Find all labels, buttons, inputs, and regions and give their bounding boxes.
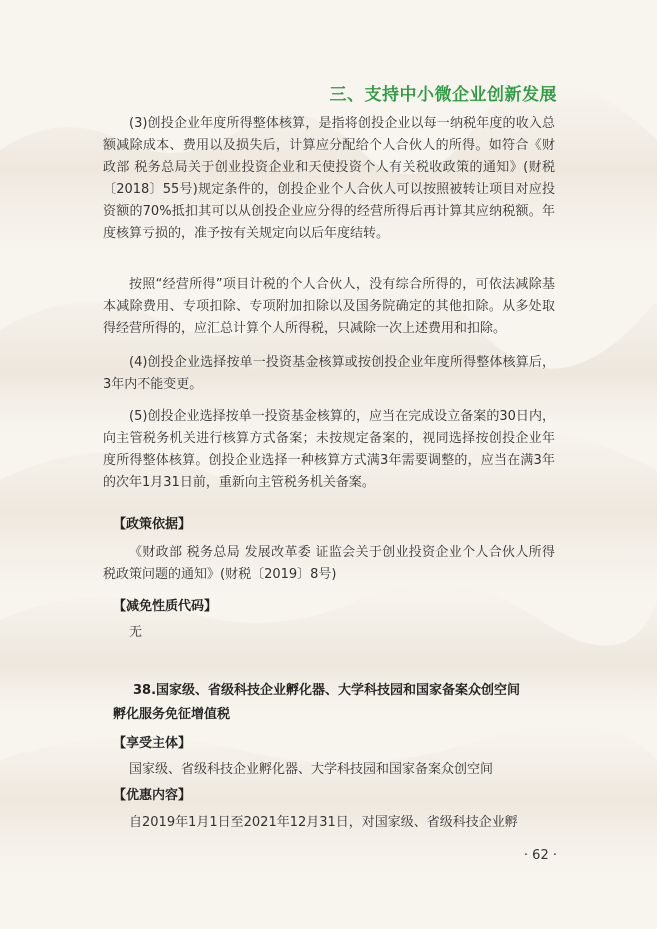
beneficiary-heading: 【享受主体】 xyxy=(113,736,192,751)
item-38-title xyxy=(113,679,563,727)
policy-basis-heading: 【政策依据】 xyxy=(113,517,192,532)
benefit-text: 自2019年1月1日至2021年12月31日，对国家级、省级科技企业孵 xyxy=(129,815,518,830)
paragraph-3: (3)创投企业年度所得整体核算，是指将创投企业以每一纳税年度的收入总额减除成本、费用以及损失后，计算应分配给个人合伙人的所得。如符合《财政部 税务总局关于创业投资企业和天使投资个人有关税收政策的通知》(财税〔2018〕55号)规定条件的，创投企业个人合伙人可以按照被转让项目对应投资额的70%抵扣其可以从创投企业应分得的经营所得后再计算其应纳税额。年度核算亏损的，准予按有关规定向以后年度结转。 xyxy=(103,116,555,241)
paragraph-5: (5)创投企业选择按单一投资基金核算的，应当在完成设立备案的30日内，向主管税务机关进行核算方式备案；未按规定备案的，视同选择按创投企业年度所得整体核算。创投企业选择一种核算方式满3年需要调整的，应当在满3年的次年1月31日前，重新向主管税务机关备案。 xyxy=(103,409,555,490)
paragraph-4: (4)创投企业选择按单一投资基金核算或按创投企业年度所得整体核算后，3年内不能变更。 xyxy=(103,355,555,392)
paragraph-operating-income: 按照“经营所得”项目计税的个人合伙人，没有综合所得的，可依法减除基本减除费用、专项扣除、专项附加扣除以及国务院确定的其他扣除。从多处取得经营所得的，应汇总计算个人所得税，只减除一次上述费用和扣除。 xyxy=(103,277,555,336)
page-number: · 62 · xyxy=(523,848,557,863)
beneficiary-text: 国家级、省级科技企业孵化器、大学科技园和国家备案众创空间 xyxy=(129,762,494,777)
exemption-code-text: 无 xyxy=(129,625,143,640)
item-38-title-line2: 孵化服务免征增值税 xyxy=(113,707,231,722)
exemption-code-heading: 【减免性质代码】 xyxy=(113,599,218,614)
policy-basis-text: 《财政部 税务总局 发展改革委 证监会关于创业投资企业个人合伙人所得税政策问题的通知》(财税〔2019〕8号) xyxy=(103,545,555,582)
section-title: 三、支持中小微企业创新发展 xyxy=(329,85,557,105)
benefit-heading: 【优惠内容】 xyxy=(113,788,192,803)
item-38-title-line1: 38.国家级、省级科技企业孵化器、大学科技园和国家备案众创空间 xyxy=(133,683,521,698)
